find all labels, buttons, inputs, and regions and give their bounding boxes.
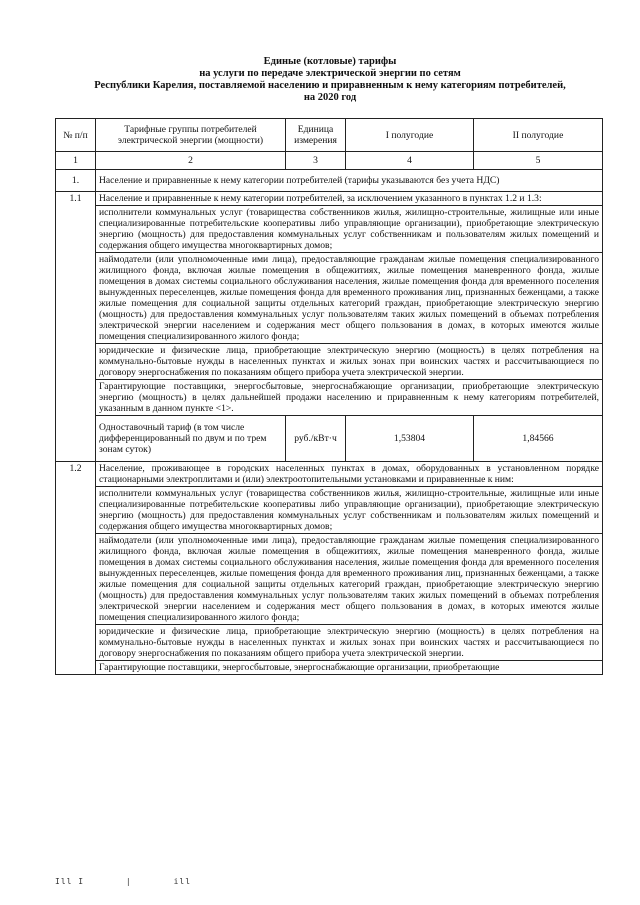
section-1-1-item: юридические и физические лица, приобретающие электрическую энергию (мощность) в целях потребления на коммунально-бытовые нужды в населенных пунктах и жилых зонах при воинских частях и рассчитывающиеся по договору энергоснабжения по показаниям общего прибора учета электрической энергии. (96, 344, 603, 380)
section-1-2-item-row (56, 661, 603, 675)
title-line-1: Единые (котловые) тарифы (263, 56, 397, 67)
section-1-num: 1. (56, 170, 96, 192)
section-1-1-intro-row (56, 192, 603, 206)
header-num: № п/п (56, 119, 96, 152)
section-1-1-item-row (56, 253, 603, 344)
header-half1: I полугодие (346, 119, 474, 152)
section-1-1-tariff-row (56, 416, 603, 462)
numbering-cell: 1 (56, 152, 96, 170)
section-1-1-num: 1.1 (56, 192, 96, 462)
footer-mark: Ill I (55, 877, 85, 886)
footer-mark: | (125, 877, 132, 886)
tariff-label: Одноставочный тариф (в том числе дифференцированный по двум и по трем зонам суток) (96, 416, 286, 462)
section-1-2-item: исполнители коммунальных услуг (товарищества собственников жилья, жилищно-строительные, жилищные или иные специализированные потребительские кооперативы либо управляющие организации), приобретающие электрическую энергию (мощность) для предоставления коммунальных услуг собственникам и пользователям жилых помещений и содержания общего имущества многоквартирных домов; (96, 487, 603, 534)
numbering-cell: 5 (474, 152, 603, 170)
section-1-2-item-row (56, 534, 603, 625)
section-1-row (56, 170, 603, 192)
tariff-unit: руб./кВт·ч (286, 416, 346, 462)
numbering-cell: 4 (346, 152, 474, 170)
title-line-3: Республики Карелия, поставляемой населению и приравненным к нему категориям потребителей, (94, 80, 566, 91)
header-groups: Тарифные группы потребителей электрической энергии (мощности) (96, 119, 286, 152)
document-title (70, 56, 590, 104)
tariff-table (55, 118, 603, 675)
section-1-1-item: Гарантирующие поставщики, энергосбытовые, энергоснабжающие организации, приобретающие электрическую энергию (мощность) в целях дальнейшей продажи населению и приравненным к нему категориям потребителей, указанным в данном пункте <1>. (96, 380, 603, 416)
header-half2: II полугодие (474, 119, 603, 152)
footer-mark: ill (173, 877, 192, 886)
tariff-half2: 1,84566 (474, 416, 603, 462)
section-1-2-item-row (56, 487, 603, 534)
section-1-1-item-row (56, 344, 603, 380)
numbering-cell: 2 (96, 152, 286, 170)
title-line-4: на 2020 год (303, 92, 357, 103)
section-1-2-item: юридические и физические лица, приобретающие электрическую энергию (мощность) в целях потребления на коммунально-бытовые нужды в населенных пунктах и жилых зонах при воинских частях и рассчитывающиеся по договору энергоснабжения по показаниям общего прибора учета электрической энергии. (96, 625, 603, 661)
section-1-2-intro-row (56, 462, 603, 487)
section-1-1-item: наймодатели (или уполномоченные ими лица), предоставляющие гражданам жилые помещения специализированного жилищного фонда, включая жилые помещения в общежитиях, жилые помещения маневренного фонда, жилые помещения в домах системы социального обслуживания населения, жилые помещения фонда для временного поселения вынужденных переселенцев, жилые помещения фонда для временного проживания лиц, признанных беженцами, а также жилые помещения для социальной защиты отдельных категорий граждан, приобретающие электрическую энергию (мощность) для предоставления коммунальных услуг пользователям таких жилых помещений в объемах потребления электрической энергии населением и содержания мест общего пользования в домах, в которых имеются жилые помещения специализированного жилого фонда; (96, 253, 603, 344)
section-1-text: Население и приравненные к нему категории потребителей (тарифы указываются без учета НДС) (96, 170, 603, 192)
section-1-1-item: исполнители коммунальных услуг (товарищества собственников жилья, жилищно-строительные, жилищные или иные специализированные потребительские кооперативы либо управляющие организации), приобретающие электрическую энергию (мощность) для предоставления коммунальных услуг собственникам и пользователям жилых помещений и содержания общего имущества многоквартирных домов; (96, 206, 603, 253)
title-line-2: на услуги по передаче электрической энергии по сетям (199, 68, 461, 79)
section-1-2-item-row (56, 625, 603, 661)
section-1-1-item-row (56, 380, 603, 416)
header-unit: Единица измерения (286, 119, 346, 152)
numbering-cell: 3 (286, 152, 346, 170)
section-1-2-item: Гарантирующие поставщики, энергосбытовые, энергоснабжающие организации, приобретающие (96, 661, 603, 675)
table-header-row (56, 119, 603, 152)
section-1-2-intro: Население, проживающее в городских населенных пунктах в домах, оборудованных в установленном порядке стационарными электроплитами и (или) электроотопительными установками и приравненные к ним: (96, 462, 603, 487)
section-1-2-item: наймодатели (или уполномоченные ими лица), предоставляющие гражданам жилые помещения специализированного жилищного фонда, включая жилые помещения в общежитиях, жилые помещения маневренного фонда, жилые помещения в домах системы социального обслуживания населения, жилые помещения фонда для временного поселения вынужденных переселенцев, жилые помещения фонда для временного проживания лиц, признанных беженцами, а также жилые помещения для социальной защиты отдельных категорий граждан, приобретающие электрическую энергию (мощность) для предоставления коммунальных услуг пользователям таких жилых помещений в объемах потребления электрической энергии населением и содержания мест общего пользования в домах, в которых имеются жилые помещения специализированного жилого фонда; (96, 534, 603, 625)
section-1-1-intro: Население и приравненные к нему категории потребителей, за исключением указанного в пунктах 1.2 и 1.3: (96, 192, 603, 206)
section-1-2-num: 1.2 (56, 462, 96, 675)
numbering-row (56, 152, 603, 170)
section-1-1-item-row (56, 206, 603, 253)
scan-footer-marks (55, 877, 227, 886)
tariff-half1: 1,53804 (346, 416, 474, 462)
